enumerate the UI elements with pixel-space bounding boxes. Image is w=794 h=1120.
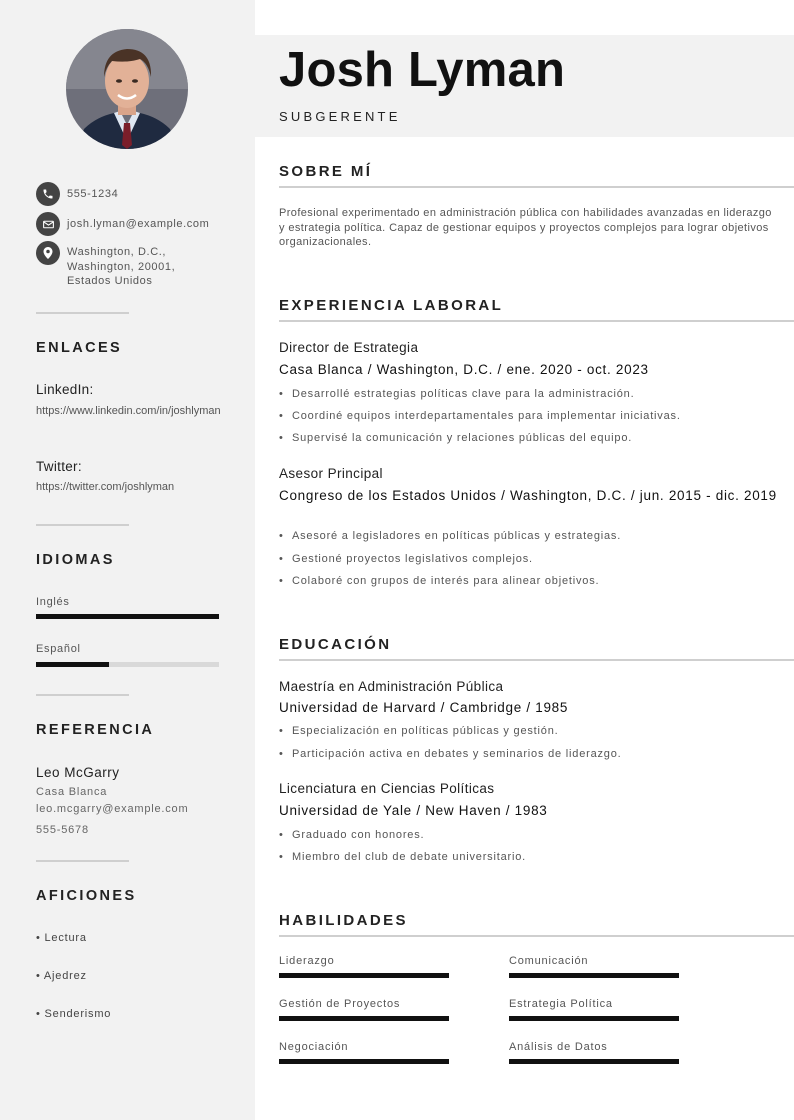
hobbies-heading: AFICIONES [36,888,137,904]
reference-org: Casa Blanca [36,786,108,798]
skill-label: Análisis de Datos [509,1041,608,1053]
education-heading: EDUCACIÓN [279,636,392,653]
language-label: Español [36,643,81,655]
languages-heading: IDIOMAS [36,552,115,568]
job-title: SUBGERENTE [279,109,401,124]
language-level-bar [36,614,219,619]
job-details: Congreso de los Estados Unidos / Washington, D.C. / jun. 2015 - dic. 2019 [279,488,777,503]
job-title-item: Asesor Principal [279,466,383,481]
address-text [67,245,175,289]
email-text: josh.lyman@example.com [67,218,210,230]
profile-photo [66,29,188,149]
job-bullet: • Gestioné proyectos legislativos complejos. [279,553,533,565]
skill-label: Negociación [279,1041,349,1053]
job-bullet: • Coordiné equipos interdepartamentales para implementar iniciativas. [279,410,681,422]
section-rule [279,186,794,188]
degree-title: Licenciatura en Ciencias Políticas [279,781,495,796]
experience-heading: EXPERIENCIA LABORAL [279,297,504,314]
address-line-3: Estados Unidos [67,275,153,287]
main-content [255,0,794,1120]
person-name: Josh Lyman [279,43,566,97]
degree-details: Universidad de Harvard / Cambridge / 1985 [279,700,569,715]
job-bullet: • Supervisé la comunicación y relaciones públicas del equipo. [279,432,633,444]
contact-email [36,212,209,236]
about-heading: SOBRE MÍ [279,163,373,180]
skill-level-bar [279,973,449,978]
skill-label: Estrategia Política [509,998,613,1010]
skill-level-bar [279,1016,449,1021]
hobby-item: • Lectura [36,932,87,944]
about-text: Profesional experimentado en administración pública con habilidades avanzadas en liderazgo y estrategia política. Capaz de gestionar equipos y proyectos complejos para lograr objetivos organizacionales. [279,207,772,248]
job-bullet: • Asesoré a legisladores en políticas públicas y estrategias. [279,530,622,542]
degree-title: Maestría en Administración Pública [279,679,504,694]
skill-level-bar [509,1059,679,1064]
hobby-item: • Ajedrez [36,970,87,982]
degree-bullet: • Participación activa en debates y seminarios de liderazgo. [279,748,622,760]
degree-bullet: • Graduado con honores. [279,829,425,841]
job-title-item: Director de Estrategia [279,340,419,355]
address-line-2: Washington, 20001, [67,260,176,273]
header-band [255,35,794,137]
skill-level-bar [509,973,679,978]
sidebar [0,0,255,1120]
mail-icon [36,212,60,236]
avatar [66,29,188,149]
reference-phone: 555-5678 [36,824,89,836]
degree-bullet: • Especialización en políticas públicas y gestión. [279,725,559,737]
reference-email: leo.mcgarry@example.com [36,803,189,815]
hobby-item: • Senderismo [36,1008,112,1020]
address-line-1: Washington, D.C., [67,246,167,258]
links-heading: ENLACES [36,340,123,356]
language-label: Inglés [36,596,70,608]
job-details: Casa Blanca / Washington, D.C. / ene. 2020 - oct. 2023 [279,362,649,377]
job-bullet: • Colaboré con grupos de interés para alinear objetivos. [279,575,600,587]
twitter-link[interactable]: https://twitter.com/joshlyman [36,481,175,493]
reference-name: Leo McGarry [36,765,120,780]
skill-level-bar [279,1059,449,1064]
sidebar-divider [36,860,129,862]
sidebar-divider [36,312,129,314]
phone-text: 555-1234 [67,188,119,200]
skills-heading: HABILIDADES [279,912,408,929]
job-bullet: • Desarrollé estrategias políticas clave para la administración. [279,388,635,400]
reference-heading: REFERENCIA [36,722,155,738]
skill-label: Liderazgo [279,955,335,967]
skill-level-bar [509,1016,679,1021]
skill-label: Comunicación [509,955,589,967]
sidebar-divider [36,524,129,526]
location-pin-icon [36,241,60,265]
section-rule [279,659,794,661]
section-rule [279,320,794,322]
twitter-label: Twitter: [36,459,82,474]
language-level-bar [36,662,219,667]
skill-label: Gestión de Proyectos [279,998,401,1010]
contact-phone [36,182,118,206]
contact-address [36,241,175,289]
linkedin-label: LinkedIn: [36,382,94,397]
linkedin-link[interactable]: https://www.linkedin.com/in/joshlyman [36,405,221,417]
phone-icon [36,182,60,206]
degree-details: Universidad de Yale / New Haven / 1983 [279,803,548,818]
section-rule [279,935,794,937]
degree-bullet: • Miembro del club de debate universitario. [279,851,526,863]
sidebar-divider [36,694,129,696]
